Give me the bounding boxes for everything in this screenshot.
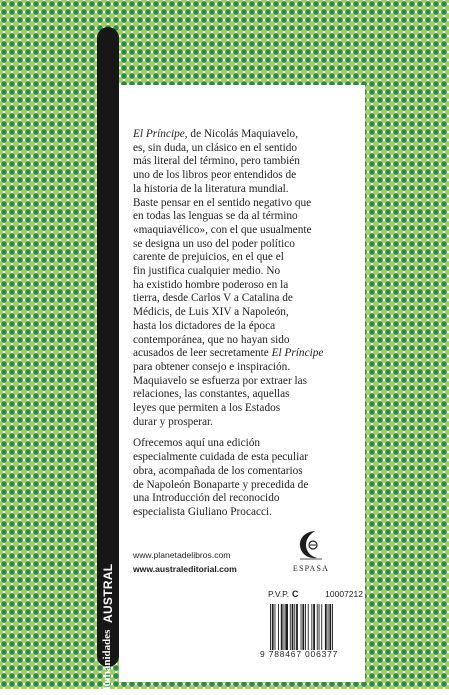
collection-category: Humanidades xyxy=(101,629,113,695)
isbn-digits: 9 788467 006377 xyxy=(260,649,339,659)
blurb-line: Médicis, de Luis XIV a Napoleón, xyxy=(133,306,289,319)
blurb-line: especialmente cuidada de esta peculiar xyxy=(133,451,309,464)
blurb-line: durar y prosperar. xyxy=(133,415,213,428)
publisher-urls xyxy=(133,548,263,576)
price-row xyxy=(268,589,363,601)
internal-code: 10007212 xyxy=(325,589,363,599)
blurb-line: relaciones, las constantes, aquellas xyxy=(133,388,290,401)
price-code: C xyxy=(292,589,299,599)
blurb-line: de Napoleón Bonaparte y precedida de xyxy=(133,478,309,491)
blurb-text xyxy=(133,128,361,528)
blurb-line: «maquiavélico», con el que usualmente xyxy=(133,223,312,236)
blurb-line: en todas las lenguas se da al término xyxy=(133,210,298,223)
austral-spine-band xyxy=(97,27,119,695)
blurb-line: más literal del término, pero también xyxy=(133,155,300,168)
blurb-line: la historia de la literatura mundial. xyxy=(133,182,289,195)
blurb-line: especialista Giuliano Procacci. xyxy=(133,505,272,518)
blurb-line: acusados de leer secretamente El Príncipe xyxy=(133,347,324,360)
planeta-url: www.planetadelibros.com xyxy=(133,550,231,560)
blurb-line: tierra, desde Carlos V a Catalina de xyxy=(133,292,293,305)
espasa-logo xyxy=(291,528,331,580)
blurb-line: leyes que permiten a los Estados xyxy=(133,402,281,415)
series-name: AUSTRAL xyxy=(101,563,115,623)
blurb-line: es, sin duda, un clásico en el sentido xyxy=(133,141,298,154)
blurb-line: carente de prejuicios, en el que el xyxy=(133,251,284,264)
blurb-paragraph-1 xyxy=(133,128,361,429)
blurb-line: Ofrecemos aquí una edición xyxy=(133,437,261,450)
blurb-line: El Príncipe, de Nicolás Maquiavelo, xyxy=(133,128,299,140)
blurb-line: Maquiavelo se esfuerza por extraer las xyxy=(133,374,308,387)
book-title-italic: El Príncipe xyxy=(133,128,185,140)
blurb-line: se designa un uso del poder político xyxy=(133,237,295,250)
price-label: P.V.P. xyxy=(268,589,290,599)
publisher-name: ESPASA xyxy=(292,564,330,573)
blurb-line: contemporánea, que no hayan sido xyxy=(133,333,290,346)
blurb-line: uno de los libros peor entendidos de xyxy=(133,169,297,182)
blurb-line: obra, acompañada de los comentarios xyxy=(133,464,303,477)
blurb-line: para obtener consejo e inspiración. xyxy=(133,360,291,373)
espasa-crescent-logo-icon xyxy=(296,528,326,562)
austral-url: www.australeditorial.com xyxy=(133,564,237,574)
blurb-line: hasta los dictadores de la época xyxy=(133,319,276,332)
blurb-line: ha existido hombre poderoso en la xyxy=(133,278,289,291)
blurb-line: fin justifica cualquier medio. No xyxy=(133,265,281,278)
blurb-paragraph-2 xyxy=(133,437,361,519)
book-title-italic: El Príncipe xyxy=(271,347,324,360)
blurb-line: una Introducción del reconocido xyxy=(133,492,280,505)
blurb-line: Baste pensar en el sentido negativo que xyxy=(133,196,312,209)
isbn-barcode xyxy=(269,604,361,650)
